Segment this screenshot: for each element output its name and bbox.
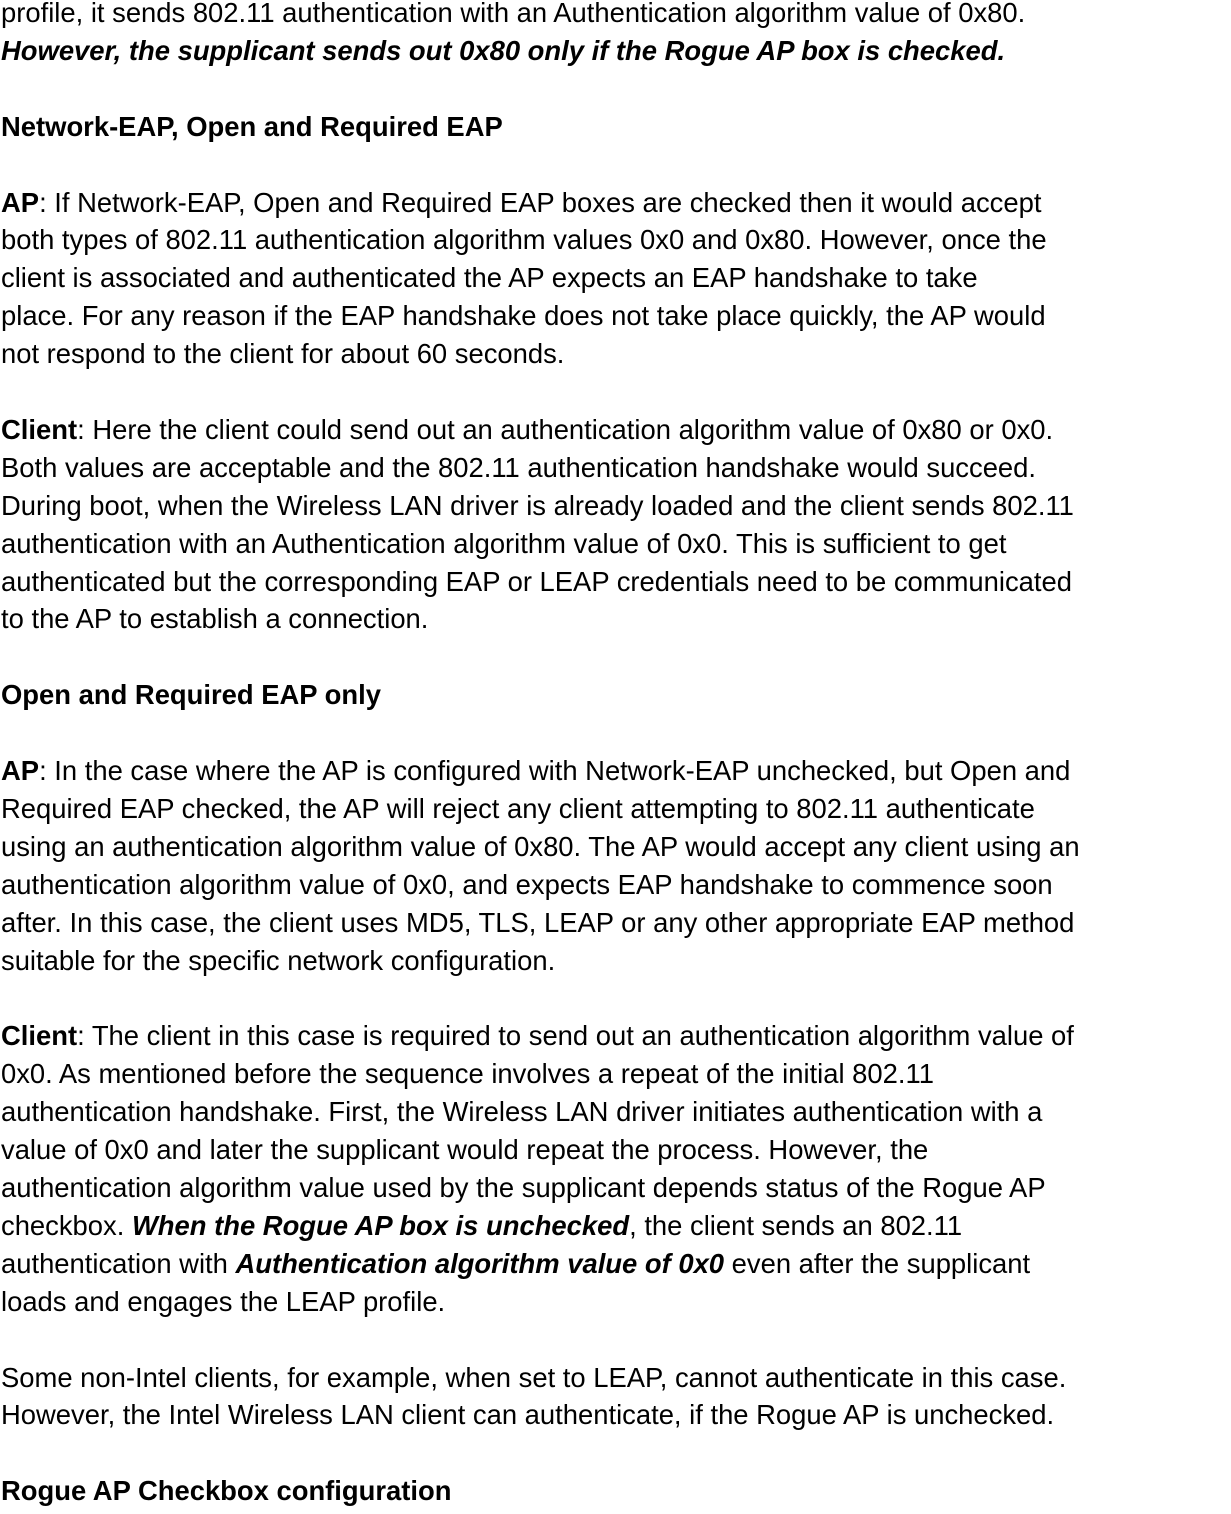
paragraph-line: During boot, when the Wireless LAN driver is already loaded and the client sends 802.11 — [1, 489, 1074, 521]
term-label: Client — [1, 1020, 78, 1052]
paragraph-line: not respond to the client for about 60 seconds. — [1, 338, 565, 370]
paragraph-line: authentication algorithm value of 0x0, and expects EAP handshake to commence soon — [1, 868, 1053, 900]
paragraph-line: to the AP to establish a connection. — [1, 603, 429, 635]
section-heading-open-required-eap: Open and Required EAP only — [1, 679, 381, 711]
paragraph-line: suitable for the specific network configuration. — [1, 944, 556, 976]
spacer — [1, 70, 1231, 108]
spacer — [1, 1321, 1231, 1359]
paragraph-line: AP: In the case where the AP is configured with Network-EAP unchecked, but Open and — [1, 755, 1071, 787]
spacer — [1, 714, 1231, 752]
paragraph-line: Some non-Intel clients, for example, when set to LEAP, cannot authenticate in this case. — [1, 1361, 1067, 1393]
paragraph-line: using an authentication algorithm value of 0x80. The AP would accept any client using an — [1, 830, 1080, 862]
paragraph-line: AP: If Network-EAP, Open and Required EAP boxes are checked then it would accept — [1, 186, 1042, 218]
paragraph-line: Both values are acceptable and the 802.11 authentication handshake would succeed. — [1, 451, 1036, 483]
section-heading-rogue-ap: Rogue AP Checkbox configuration — [1, 1475, 452, 1507]
spacer — [1, 146, 1231, 184]
paragraph-line: after. In this case, the client uses MD5, TLS, LEAP or any other appropriate EAP method — [1, 906, 1075, 938]
spacer — [1, 373, 1231, 411]
paragraph-line: Client: The client in this case is required to send out an authentication algorithm value of — [1, 1020, 1074, 1052]
paragraph-line: authentication with Authentication algorithm value of 0x0 even after the supplicant — [1, 1247, 1031, 1279]
paragraph-line: authentication with an Authentication algorithm value of 0x0. This is sufficient to get — [1, 527, 1007, 559]
term-label: Client — [1, 413, 78, 445]
emphasis-line: However, the supplicant sends out 0x80 only if the Rogue AP box is checked. — [1, 34, 1006, 66]
paragraph-line: loads and engages the LEAP profile. — [1, 1285, 446, 1317]
term-label: AP — [1, 186, 40, 218]
paragraph-line: place. For any reason if the EAP handshake does not take place quickly, the AP would — [1, 300, 1046, 332]
paragraph-line: However, the Intel Wireless LAN client can authenticate, if the Rogue AP is unchecked. — [1, 1399, 1055, 1431]
paragraph-line: Required EAP checked, the AP will reject any client attempting to 802.11 authenticate — [1, 792, 1035, 824]
paragraph-line: authentication handshake. First, the Wireless LAN driver initiates authentication with a — [1, 1096, 1043, 1128]
emphasis-text: Authentication algorithm value of 0x0 — [235, 1247, 725, 1279]
paragraph-line: both types of 802.11 authentication algorithm values 0x0 and 0x80. However, once the — [1, 224, 1047, 256]
paragraph-line: client is associated and authenticated the AP expects an EAP handshake to take — [1, 262, 978, 294]
spacer — [1, 1434, 1231, 1472]
spacer — [1, 638, 1231, 676]
paragraph-line: 0x0. As mentioned before the sequence involves a repeat of the initial 802.11 — [1, 1058, 934, 1090]
emphasis-text: When the Rogue AP box is unchecked — [131, 1209, 630, 1241]
paragraph-line: authentication algorithm value used by the supplicant depends status of the Rogue AP — [1, 1172, 1046, 1203]
paragraph-line: checkbox. When the Rogue AP box is unchecked, the client sends an 802.11 — [1, 1209, 963, 1241]
paragraph-line: value of 0x0 and later the supplicant would repeat the process. However, the — [1, 1134, 929, 1166]
paragraph-line: profile, it sends 802.11 authentication with an Authentication algorithm value of 0x80. — [1, 0, 1026, 28]
term-label: AP — [1, 755, 40, 787]
spacer — [1, 979, 1231, 1017]
section-heading-network-eap: Network-EAP, Open and Required EAP — [1, 110, 503, 142]
paragraph-line: authenticated but the corresponding EAP or LEAP credentials need to be communicated — [1, 565, 1072, 597]
paragraph-line: Client: Here the client could send out an authentication algorithm value of 0x80 or 0x0. — [1, 413, 1054, 445]
